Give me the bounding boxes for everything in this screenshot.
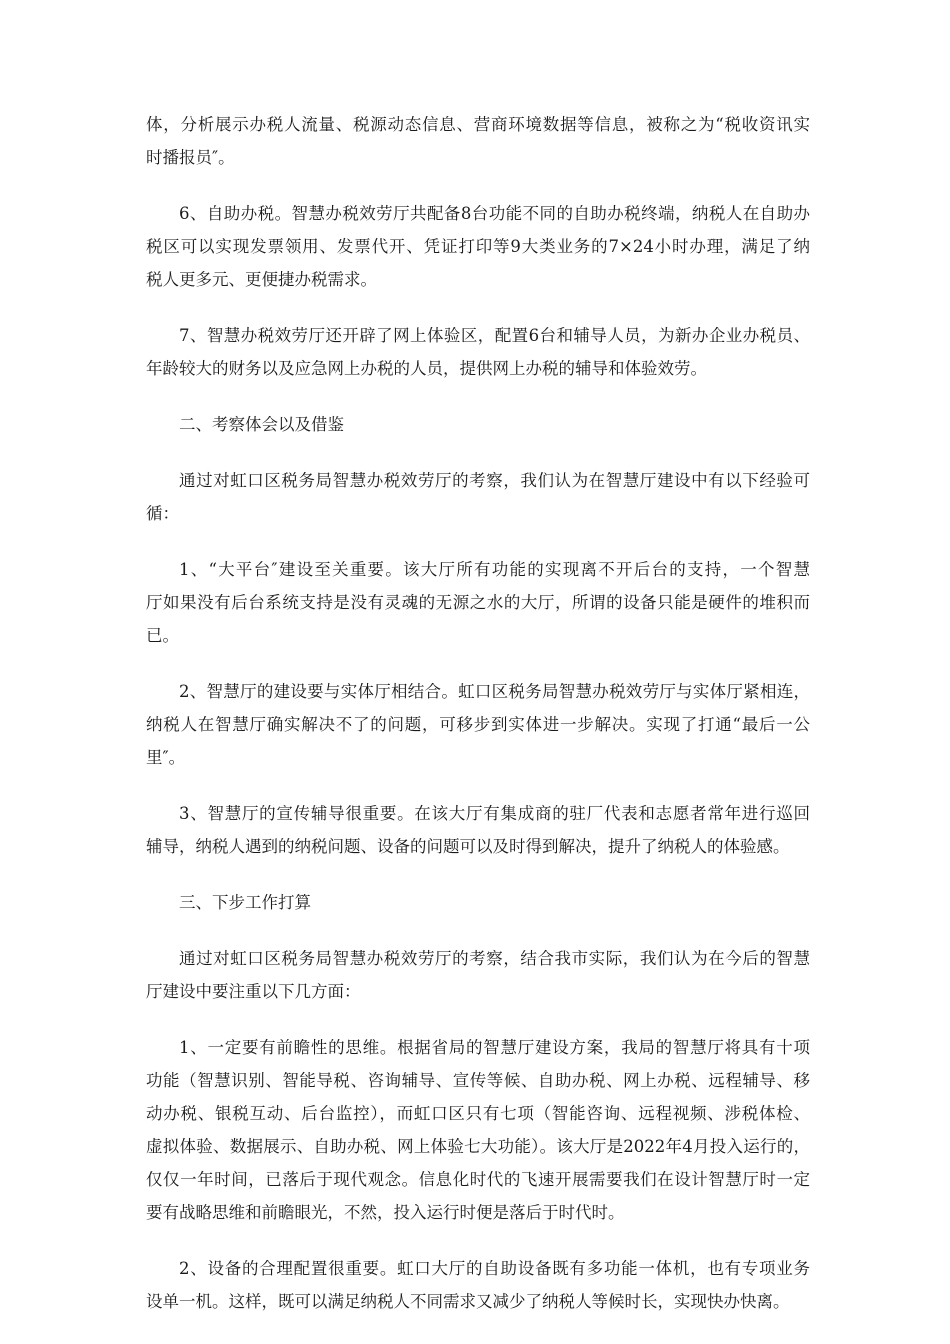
- paragraph-continued: [146, 108, 810, 174]
- text-line: 已。: [146, 626, 179, 645]
- text-line: 厅建设中要注重以下几方面：: [146, 982, 361, 1001]
- paragraph-plan-1: [146, 1031, 810, 1229]
- paragraph-section-3-intro: [146, 942, 810, 1008]
- text-line: 厅如果没有后台系统支持是没有灵魂的无源之水的大厅，所谓的设备只能是硬件的堆积而: [146, 593, 810, 612]
- text-line: 仅仅一年时间，已落后于现代观念。信息化时代的飞速开展需要我们在设计智慧厅时一定: [146, 1170, 810, 1189]
- text-line: 7、智慧办税效劳厅还开辟了网上体验区，配置6台和辅导人员，为新办企业办税员、: [179, 326, 810, 345]
- section-heading-3: 三、下步工作打算: [179, 893, 311, 912]
- paragraph-experience-1: [146, 553, 810, 652]
- text-line: 辅导，纳税人遇到的纳税问题、设备的问题可以及时得到解决，提升了纳税人的体验感。: [146, 837, 790, 856]
- text-line: 纳税人在智慧厅确实解决不了的问题，可移步到实体进一步解决。实现了打通“最后一公: [146, 715, 810, 734]
- text-line: 3、智慧厅的宣传辅导很重要。在该大厅有集成商的驻厂代表和志愿者常年进行巡回: [179, 804, 810, 823]
- text-line: 动办税、银税互动、后台监控），而虹口区只有七项（智能咨询、远程视频、涉税体检、: [146, 1104, 810, 1123]
- text-line: 2、智慧厅的建设要与实体厅相结合。虹口区税务局智慧办税效劳厅与实体厅紧相连，: [179, 682, 810, 701]
- text-line: 通过对虹口区税务局智慧办税效劳厅的考察，结合我市实际，我们认为在今后的智慧: [179, 949, 810, 968]
- text-line: 要有战略思维和前瞻眼光，不然，投入运行时便是落后于时代时。: [146, 1203, 625, 1222]
- text-line: 功能（智慧识别、智能导税、咨询辅导、宣传等候、自助办税、网上办税、远程辅导、移: [146, 1071, 810, 1090]
- text-line: 循：: [146, 504, 179, 523]
- paragraph-section-2-intro: [146, 464, 810, 530]
- text-line: 1、一定要有前瞻性的思维。根据省局的智慧厅建设方案，我局的智慧厅将具有十项: [179, 1038, 810, 1057]
- document-page: [146, 108, 810, 1341]
- paragraph-plan-2: [146, 1252, 810, 1318]
- paragraph-item-6: [146, 197, 810, 296]
- text-line: 虚拟体验、数据展示、自助办税、网上体验七大功能）。该大厅是2022年4月投入运行的，: [146, 1137, 810, 1156]
- paragraph-experience-2: [146, 675, 810, 774]
- text-line: 体，分析展示办税人流量、税源动态信息、营商环境数据等信息，被称之为“税收资讯实: [146, 115, 810, 134]
- paragraph-experience-3: [146, 797, 810, 863]
- text-line: 2、设备的合理配置很重要。虹口大厅的自助设备既有多功能一体机，也有专项业务: [179, 1259, 810, 1278]
- text-line: 年龄较大的财务以及应急网上办税的人员，提供网上办税的辅导和体验效劳。: [146, 359, 707, 378]
- text-line: 设单一机。这样，既可以满足纳税人不同需求又减少了纳税人等候时长，实现快办快离。: [146, 1292, 790, 1311]
- section-heading-2: 二、考察体会以及借鉴: [179, 415, 344, 434]
- text-line: 税区可以实现发票领用、发票代开、凭证打印等9大类业务的7×24小时办理，满足了纳: [146, 237, 810, 256]
- paragraph-item-7: [146, 319, 810, 385]
- text-line: 通过对虹口区税务局智慧办税效劳厅的考察，我们认为在智慧厅建设中有以下经验可: [179, 471, 810, 490]
- text-line: 1、“大平台″建设至关重要。该大厅所有功能的实现离不开后台的支持，一个智慧: [179, 560, 810, 579]
- text-line: 时播报员″。: [146, 148, 235, 167]
- text-line: 税人更多元、更便捷办税需求。: [146, 270, 377, 289]
- text-line: 6、自助办税。智慧办税效劳厅共配备8台功能不同的自助办税终端，纳税人在自助办: [179, 204, 810, 223]
- text-line: 里″。: [146, 748, 186, 767]
